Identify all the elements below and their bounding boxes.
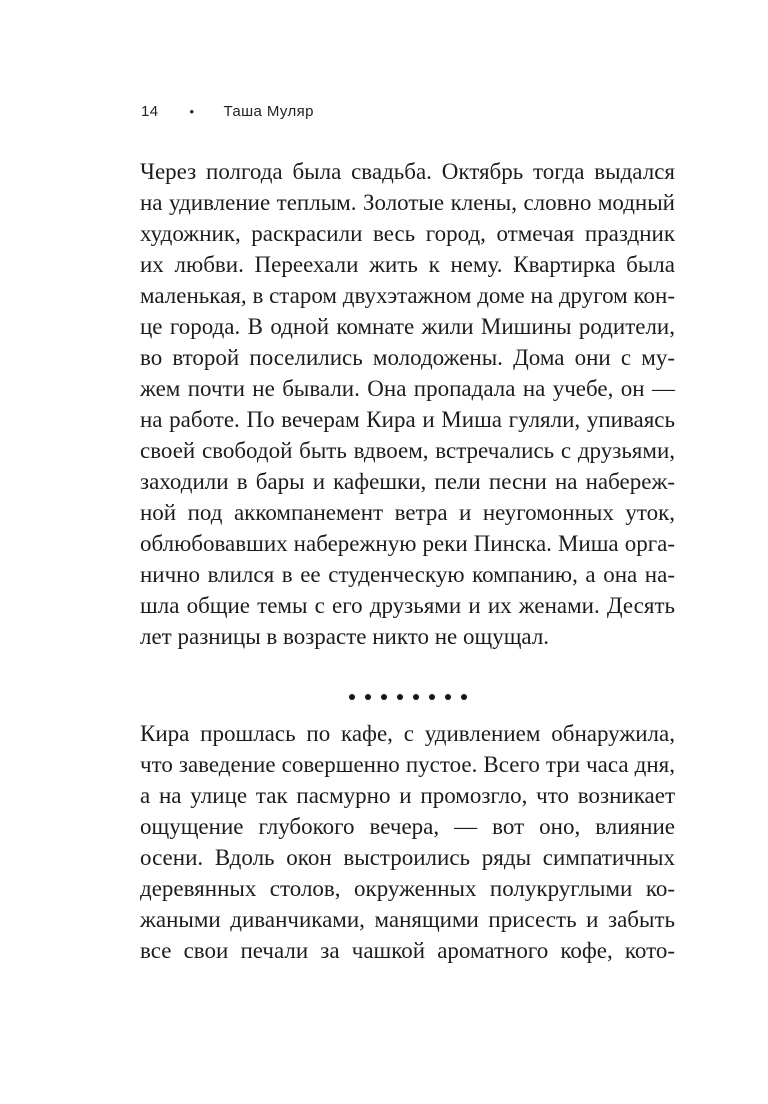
text-line: облюбовавших набережную реки Пинска. Миша орга- [140,531,675,556]
text-line: жем почти не бывали. Она пропадала на учебе, он — [140,376,675,401]
separator-dot [365,694,371,700]
text-line: их любви. Переехали жить к нему. Квартирка была [140,252,675,277]
section-separator [140,694,675,700]
author-name: Таша Муляр [223,103,314,120]
separator-dot [397,694,403,700]
page-number: 14 [141,103,159,120]
text-line: ощущение глубокого вечера, — вот оно, влияние [140,814,675,839]
text-line: нично влился в ее студенческую компанию, а она на- [140,562,675,587]
separator-dot [413,694,419,700]
text-line: художник, раскрасили весь город, отмечая праздник [140,221,675,246]
separator-dot [445,694,451,700]
separator-dot [429,694,435,700]
text-line: Кира прошлась по кафе, с удивлением обнаружила, [140,721,675,746]
separator-dot [381,694,387,700]
text-line: заходили в бары и кафешки, пели песни на набереж- [140,469,675,494]
text-line: жаными диванчиками, манящими присесть и забыть [140,907,675,932]
text-line: а на улице так пасмурно и промозгло, что возникает [140,783,675,808]
text-line: Через полгода была свадьба. Октябрь тогда выдался [140,159,675,184]
text-line: все свои печали за чашкой ароматного кофе, кото- [140,938,675,963]
text-line: на удивление теплым. Золотые клены, словно модный [140,190,675,215]
separator-dot [349,694,355,700]
header-separator-dot: • [189,104,195,119]
paragraph-2 [140,718,675,966]
text-line: своей свободой быть вдвоем, встречались с друзьями, [140,438,675,463]
text-line: це города. В одной комнате жили Мишины родители, [140,314,675,339]
paragraph-1 [140,156,675,652]
text-line: шла общие темы с его друзьями и их женами. Десять [140,593,675,618]
text-line: осени. Вдоль окон выстроились ряды симпатичных [140,845,675,870]
text-line: деревянных столов, окруженных полукруглыми ко- [140,876,675,901]
text-line: что заведение совершенно пустое. Всего три часа дня, [140,752,675,777]
text-line: во второй поселились молодожены. Дома они с му- [140,345,675,370]
text-line: маленькая, в старом двухэтажном доме на другом кон- [140,283,675,308]
text-line: ной под аккомпанемент ветра и неугомонных уток, [140,500,675,525]
page-header [141,103,314,121]
text-line: лет разницы в возрасте никто не ощущал. [140,624,550,649]
separator-dot [461,694,467,700]
text-line: на работе. По вечерам Кира и Миша гуляли, упиваясь [140,407,675,432]
